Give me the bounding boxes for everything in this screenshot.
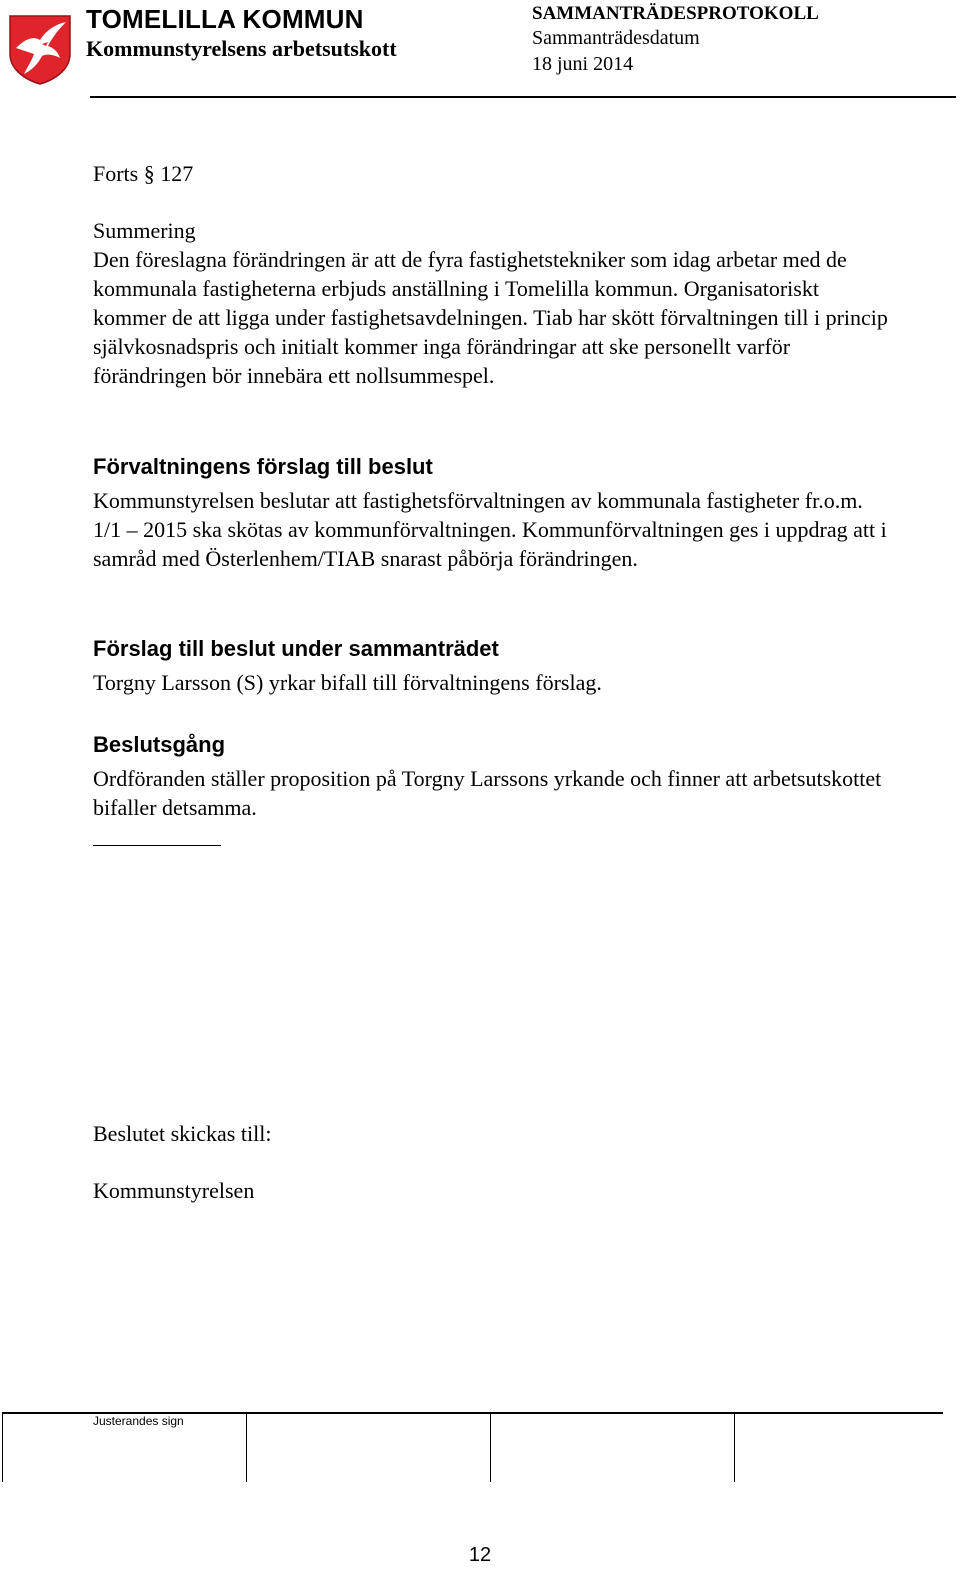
meeting-proposal-text: Torgny Larsson (S) yrkar bifall till förvaltningens förslag. bbox=[93, 670, 602, 695]
header-divider bbox=[90, 96, 956, 98]
proposal-text: Kommunstyrelsen beslutar att fastighetsförvaltningen av kommunala fastigheter fr.o.m. 1/1 – 2015 ska skötas av kommunförvaltningen. Kommunförvaltningen ges i uppdrag att i samråd med Österlenhem/TIAB snarast påbörja förändringen. bbox=[93, 488, 887, 571]
sent-to-recipient: Kommunstyrelsen bbox=[93, 1178, 255, 1203]
tomelilla-crest-icon bbox=[8, 14, 72, 86]
signature-cell-divider bbox=[490, 1412, 491, 1482]
signature-label: Justerandes sign bbox=[93, 1414, 184, 1428]
date-value: 18 juni 2014 bbox=[532, 53, 634, 75]
summary-label: Summering bbox=[93, 218, 196, 243]
section-reference: Forts § 127 bbox=[93, 161, 194, 186]
signature-cell-divider bbox=[2, 1412, 3, 1482]
committee-name: Kommunstyrelsens arbetsutskott bbox=[86, 36, 397, 61]
page-number: 12 bbox=[468, 1544, 492, 1566]
org-name: TOMELILLA KOMMUN bbox=[86, 4, 364, 34]
sent-to-label: Beslutet skickas till: bbox=[93, 1121, 272, 1146]
decision-procedure-heading: Beslutsgång bbox=[93, 732, 226, 757]
date-label: Sammanträdesdatum bbox=[532, 27, 700, 49]
decision-procedure-text: Ordföranden ställer proposition på Torgny Larssons yrkande och finner att arbetsutskottet bifaller detsamma. bbox=[93, 766, 882, 820]
meeting-proposal-heading: Förslag till beslut under sammanträdet bbox=[93, 636, 499, 661]
document-type: SAMMANTRÄDESPROTOKOLL bbox=[532, 3, 819, 24]
signature-cell-divider bbox=[246, 1412, 247, 1482]
section-end-line bbox=[93, 845, 221, 846]
proposal-heading: Förvaltningens förslag till beslut bbox=[93, 454, 433, 479]
summary-text: Den föreslagna förändringen är att de fyra fastighetstekniker som idag arbetar med de kommunala fastigheterna erbjuds anställning i Tomelilla kommun. Organisatoriskt kommer de att ligga under fastighetsavdelningen. Tiab har skött förvaltningen till i princip självkosnadspris och initialt kommer inga förändringar att ske personellt varför förändringen bör innebära ett nollsummespel. bbox=[93, 247, 888, 388]
signature-cell-divider bbox=[734, 1412, 735, 1482]
